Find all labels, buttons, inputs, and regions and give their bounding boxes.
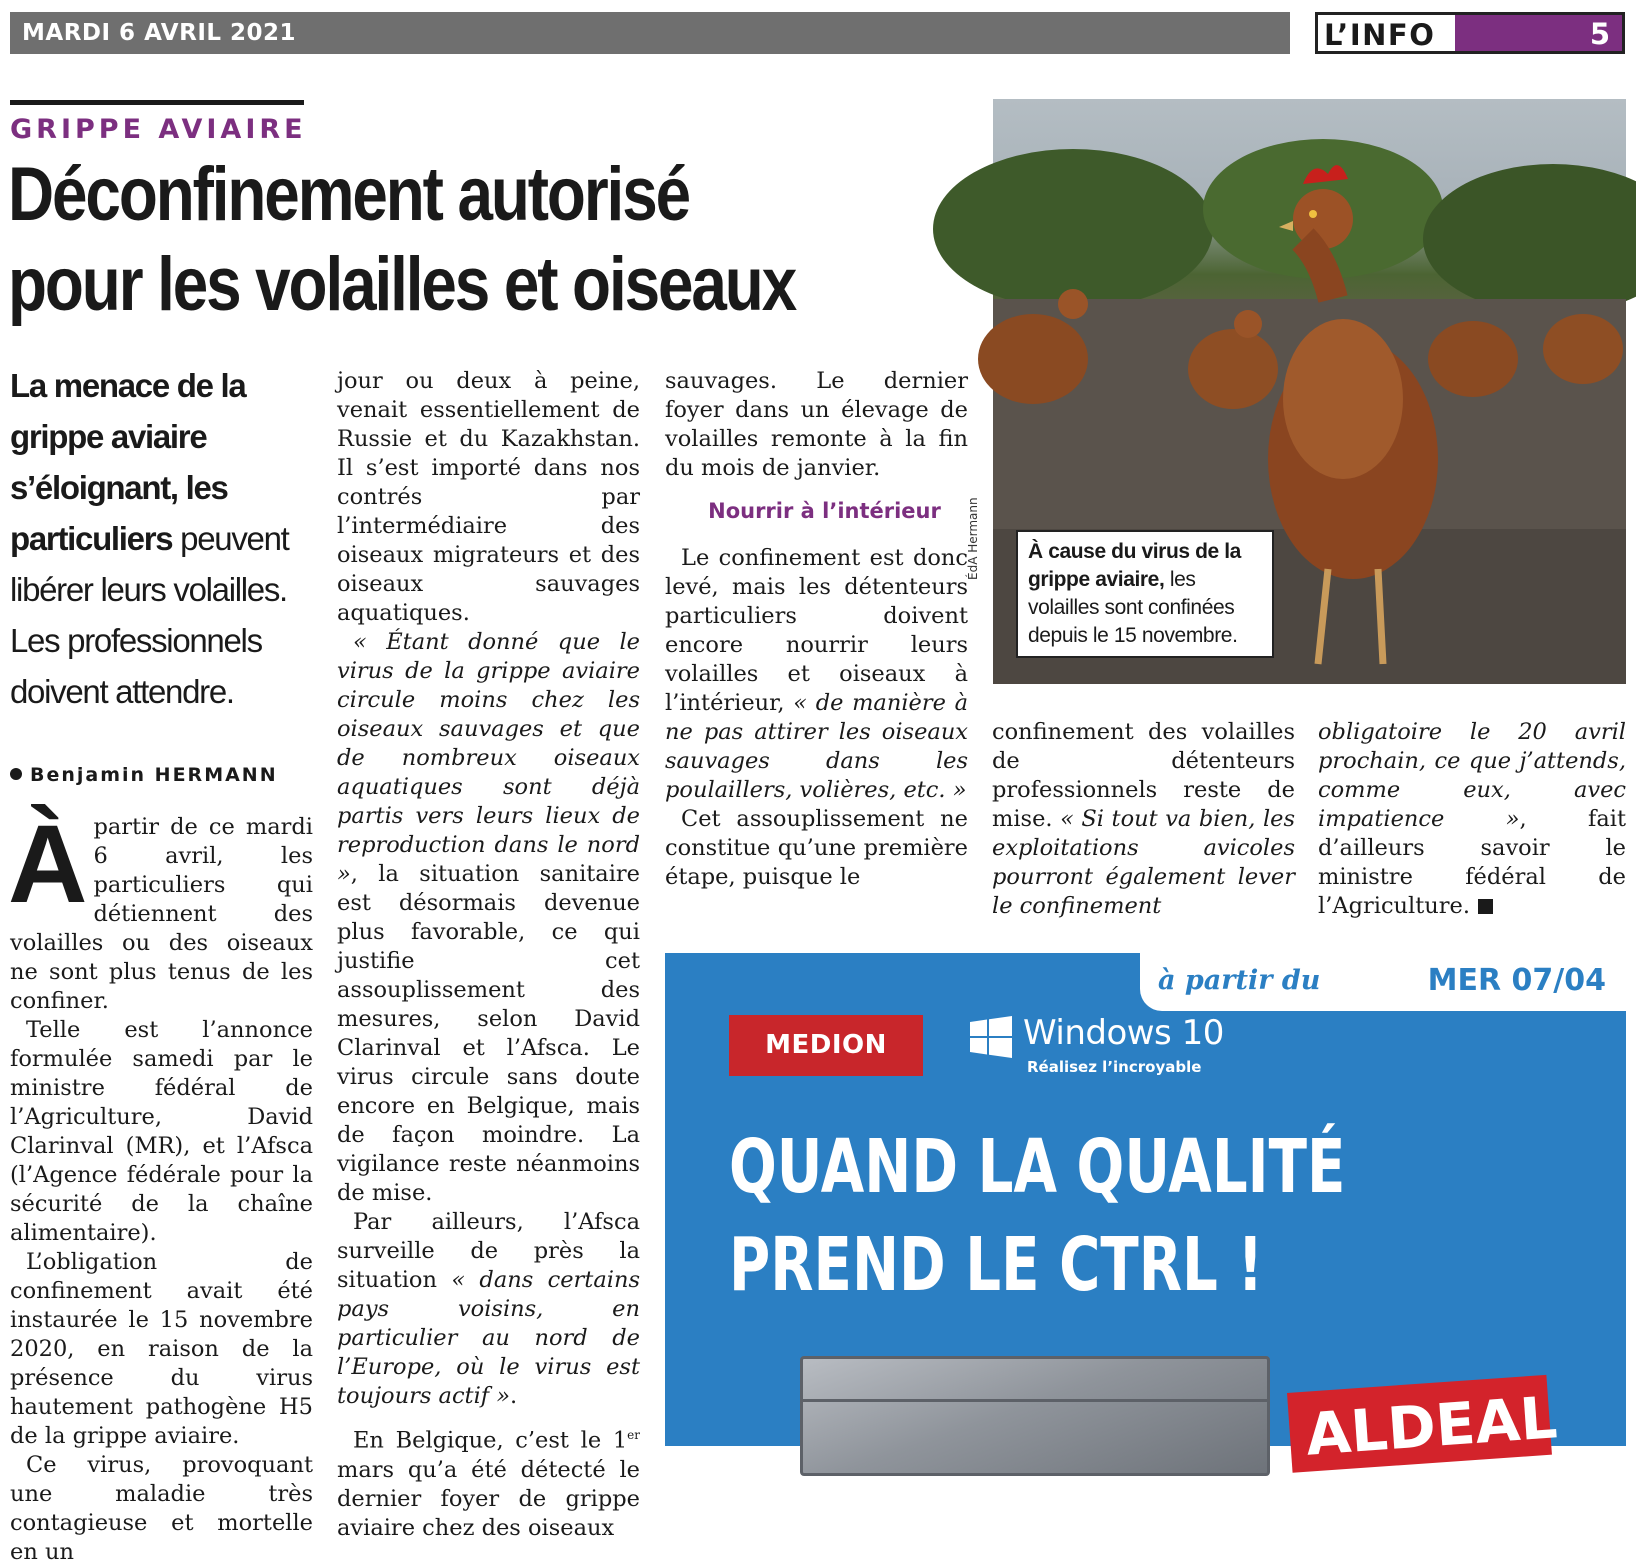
article-lead <box>10 360 313 717</box>
paragraph: « Étant donné que le virus de la grippe aviaire circule moins chez les oiseaux sauvages et que de nombreux oiseaux aquatiques sont déjà partis vers leurs lieux de reproduction dans le nord », la situation sanitaire est désormais devenue plus favorable, ce qui justifie cet assouplissement des mesures, selon David Clarinval et l’Afsca. Le virus circule sans doute encore en Belgique, mais de façon moindre. La vigilance reste néanmoins de mise. <box>337 629 640 1206</box>
laptop-product-image <box>800 1356 1270 1476</box>
slogan-line-2: PREND LE CTRL ! <box>729 1222 1264 1308</box>
headline-line-1: Déconfinement autorisé <box>8 152 690 237</box>
article-column-2 <box>337 367 640 1543</box>
paragraph: Ce virus, provoquant une maladie très contagieuse et mortelle en un <box>10 1452 313 1565</box>
byline-bullet <box>10 768 22 780</box>
subheading: Nourrir à l’intérieur <box>708 499 941 523</box>
windows-tagline: Réalisez l’incroyable <box>1027 1058 1202 1076</box>
headline-line-2: pour les volailles et oiseaux <box>8 242 796 327</box>
paragraph: L’obligation de confinement avait été instaurée le 15 novembre 2020, en raison de la présence du virus hautement pathogène H5 de la grippe aviaire. <box>10 1249 313 1449</box>
paragraph: Cet assouplissement ne constitue qu’une première étape, puisque le <box>665 806 968 890</box>
caption-rest: les volailles sont confinées depuis le 15 novembre. <box>1028 568 1238 647</box>
article-column-1 <box>10 360 313 1567</box>
article-kicker: GRIPPE AVIAIRE <box>10 114 307 145</box>
section-rubric <box>1315 12 1625 54</box>
paragraph: confinement des volailles de détenteurs professionnels reste de mise. « Si tout va bien, les exploitations avicoles pourront également lever le confinement <box>992 719 1296 919</box>
photo-caption <box>1016 530 1274 658</box>
caption-bold: À cause du virus de la grippe aviaire, <box>1028 540 1241 591</box>
article-column-4 <box>992 718 1295 921</box>
quote: « Étant donné que le virus de la grippe aviaire circule moins chez les oiseaux sauvages et que de nombreux oiseaux aquatiques sont déjà partis vers leurs lieux de reproduction dans le nord » <box>337 629 640 887</box>
page-number: 5 <box>1589 17 1610 51</box>
quote: « dans certains pays voisins, en particulier au nord de l’Europe, où le virus est toujours actif » <box>337 1267 640 1409</box>
windows-logo-icon <box>970 1016 1012 1058</box>
ad-slogan <box>729 1118 1489 1314</box>
photo-credit: ÉdA Hermann <box>966 497 980 580</box>
medion-logo: MEDION <box>729 1015 923 1076</box>
slogan-line-1: QUAND LA QUALITÉ <box>729 1124 1346 1210</box>
quote: « Si tout va bien, les exploitations avicoles pourront également lever le confinement <box>992 806 1296 919</box>
windows-wordmark: Windows 10 <box>1023 1013 1224 1053</box>
ad-date-intro: à partir du <box>1158 965 1321 996</box>
article-column-5 <box>1318 718 1626 921</box>
end-of-article-mark <box>1478 899 1493 914</box>
byline-author: Benjamin HERMANN <box>30 764 278 786</box>
paragraph: sauvages. Le dernier foyer dans un élevage de volailles remonte à la fin du mois de janvier. <box>665 368 968 481</box>
drop-cap: À <box>8 803 88 926</box>
ad-date-tag <box>1140 953 1626 1011</box>
quote: « de manière à ne pas attirer les oiseaux sauvages dans les poulaillers, volières, etc. » <box>665 690 968 803</box>
paragraph: Par ailleurs, l’Afsca surveille de près la situation « dans certains pays voisins, en particulier au nord de l’Europe, où le virus est toujours actif ». <box>337 1209 640 1409</box>
paragraph: Àpartir de ce mardi 6 avril, les particuliers qui détiennent des volailles ou des oiseaux ne sont plus tenus de les confiner. <box>8 803 313 1014</box>
issue-date: MARDI 6 AVRIL 2021 <box>22 20 297 46</box>
paragraph: obligatoire le 20 avril prochain, ce que j’attends, comme eux, avec impatience », fait d’ailleurs savoir le ministre fédéral de l’Agriculture. <box>1318 719 1626 919</box>
ad-date: MER 07/04 <box>1427 963 1606 998</box>
article-column-3 <box>665 367 968 892</box>
aldeal-badge: ALDEAL <box>1287 1375 1552 1473</box>
kicker-rule <box>10 100 304 105</box>
paragraph: Le confinement est donc levé, mais les détenteurs particuliers doivent encore nourrir leurs volailles et oiseaux à l’intérieur, « de manière à ne pas attirer les oiseaux sauvages dans les poulaillers, volières, etc. » <box>665 545 968 803</box>
rubric-label: L’INFO <box>1324 18 1436 52</box>
paragraph: jour ou deux à peine, venait essentiellement de Russie et du Kazakhstan. Il s’est importé dans nos contrés par l’intermédiaire des oiseaux migrateurs et des oiseaux sauvages aquatiques. <box>337 368 640 626</box>
lead-bold: La menace de la grippe aviaire s’éloignant, les particuliers <box>10 367 246 557</box>
byline <box>10 763 313 787</box>
paragraph: En Belgique, c’est le 1er mars qu’a été détecté le dernier foyer de grippe aviaire chez des oiseaux <box>337 1427 640 1541</box>
date-band <box>10 12 1290 54</box>
quote: obligatoire le 20 avril prochain, ce que j’attends, comme eux, avec impatience » <box>1318 719 1626 832</box>
paragraph: Telle est l’annonce formulée samedi par le ministre fédéral de l’Agriculture, David Clarinval (MR), et l’Afsca (l’Agence fédérale pour la sécurité de la chaîne alimentaire). <box>10 1017 313 1246</box>
article-headline <box>8 150 814 330</box>
advertisement <box>665 953 1626 1469</box>
lead-rest: peuvent libérer leurs volailles. Les professionnels doivent attendre. <box>10 520 289 710</box>
